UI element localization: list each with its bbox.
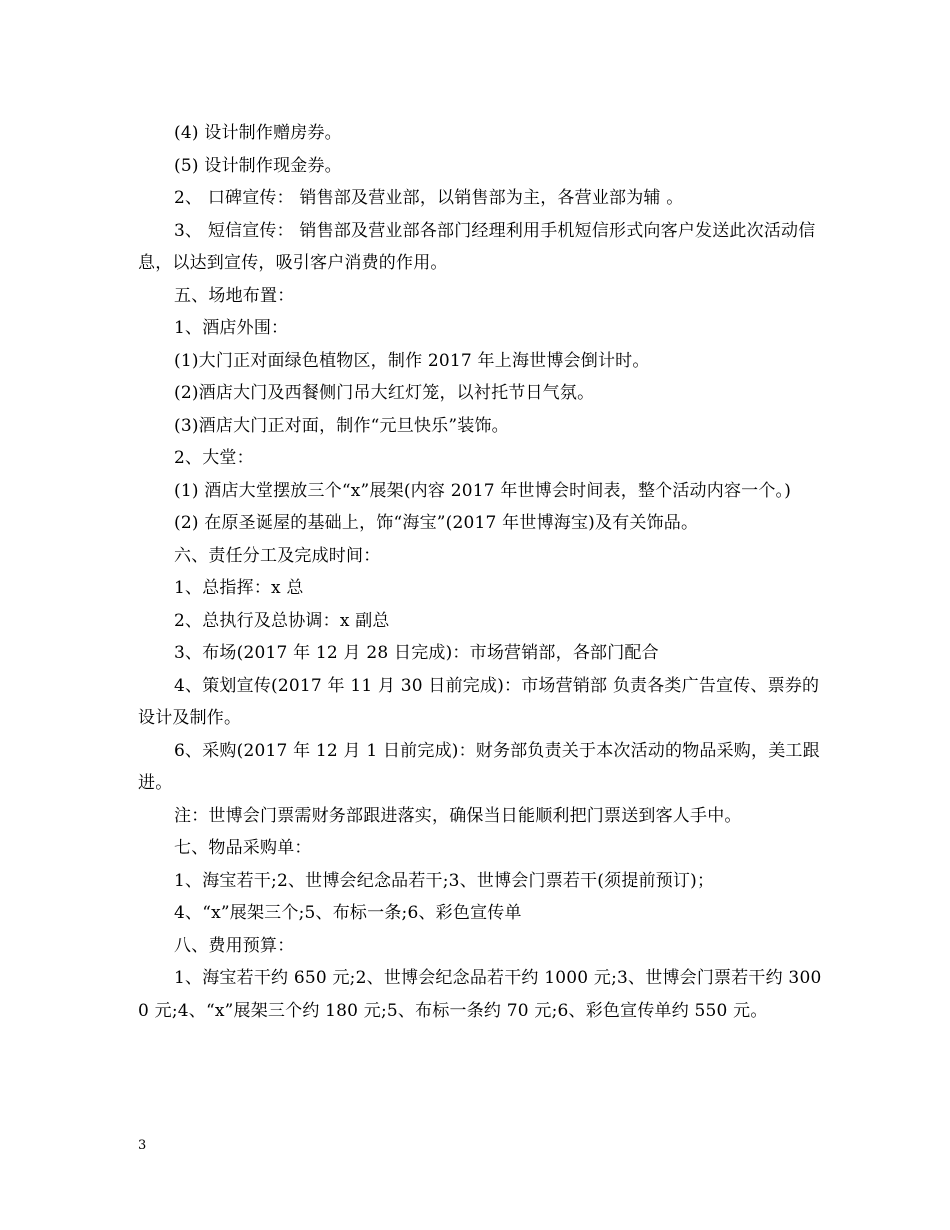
page-number: 3 — [138, 1138, 147, 1153]
paragraph-procurement: 6、采购(2017 年 12 月 1 日前完成)：财务部负责关于本次活动的物品采购，美工跟进。 — [138, 740, 820, 793]
heading-lobby: 2、大堂： — [174, 448, 254, 468]
paragraph-lobby-1: (1) 酒店大堂摆放三个“x”展架(内容 2017 年世博会时间表，整个活动内容一个。) — [174, 480, 792, 501]
paragraph-sms-promotion: 3、 短信宣传： 销售部及营业部各部门经理利用手机短信形式向客户发送此次活动信息，以达到宣传，吸引客户消费的作用。 — [138, 220, 816, 273]
document-body — [138, 117, 824, 1027]
paragraph-budget: 1、海宝若干约 650 元;2、世博会纪念品若干约 1000 元;3、世博会门票若干约 3000 元;4、“x”展架三个约 180 元;5、布标一条约 70 元;6、彩色宣传单约 550 元。 — [138, 968, 822, 1021]
heading-venue-layout: 五、场地布置： — [174, 285, 295, 306]
paragraph-note: 注：世博会门票需财务部跟进落实，确保当日能顺利把门票送到客人手中。 — [174, 805, 742, 826]
paragraph-exterior-1: (1)大门正对面绿色植物区，制作 2017 年上海世博会倒计时。 — [174, 350, 650, 371]
paragraph-purchase-2: 4、“x”展架三个;5、布标一条;6、彩色宣传单 — [174, 903, 522, 923]
paragraph-commander: 1、总指挥：x 总 — [174, 578, 304, 598]
paragraph-planning: 4、策划宣传(2017 年 11 月 30 日前完成)：市场营销部 负责各类广告宣传、票券的设计及制作。 — [138, 675, 820, 728]
paragraph-word-of-mouth: 2、 口碑宣传： 销售部及营业部，以销售部为主，各营业部为辅 。 — [174, 188, 684, 208]
paragraph-exterior-2: (2)酒店大门及西餐侧门吊大红灯笼，以衬托节日气氛。 — [174, 383, 595, 403]
paragraph-design-room-voucher: (4) 设计制作赠房券。 — [174, 123, 342, 143]
heading-purchase-list: 七、物品采购单： — [174, 838, 312, 858]
paragraph-executive: 2、总执行及总协调：x 副总 — [174, 610, 390, 631]
heading-budget: 八、费用预算： — [174, 935, 295, 956]
paragraph-lobby-2: (2) 在原圣诞屋的基础上，饰“海宝”(2017 年世博海宝)及有关饰品。 — [174, 513, 699, 533]
heading-responsibilities: 六、责任分工及完成时间： — [174, 545, 381, 566]
paragraph-setup: 3、布场(2017 年 12 月 28 日完成)：市场营销部，各部门配合 — [174, 643, 659, 663]
paragraph-purchase-1: 1、海宝若干;2、世博会纪念品若干;3、世博会门票若干(须提前预订)； — [174, 870, 715, 891]
paragraph-design-cash-voucher: (5) 设计制作现金券。 — [174, 155, 342, 176]
paragraph-exterior-3: (3)酒店大门正对面，制作“元旦快乐”装饰。 — [174, 415, 509, 436]
heading-hotel-exterior: 1、酒店外围： — [174, 318, 289, 338]
